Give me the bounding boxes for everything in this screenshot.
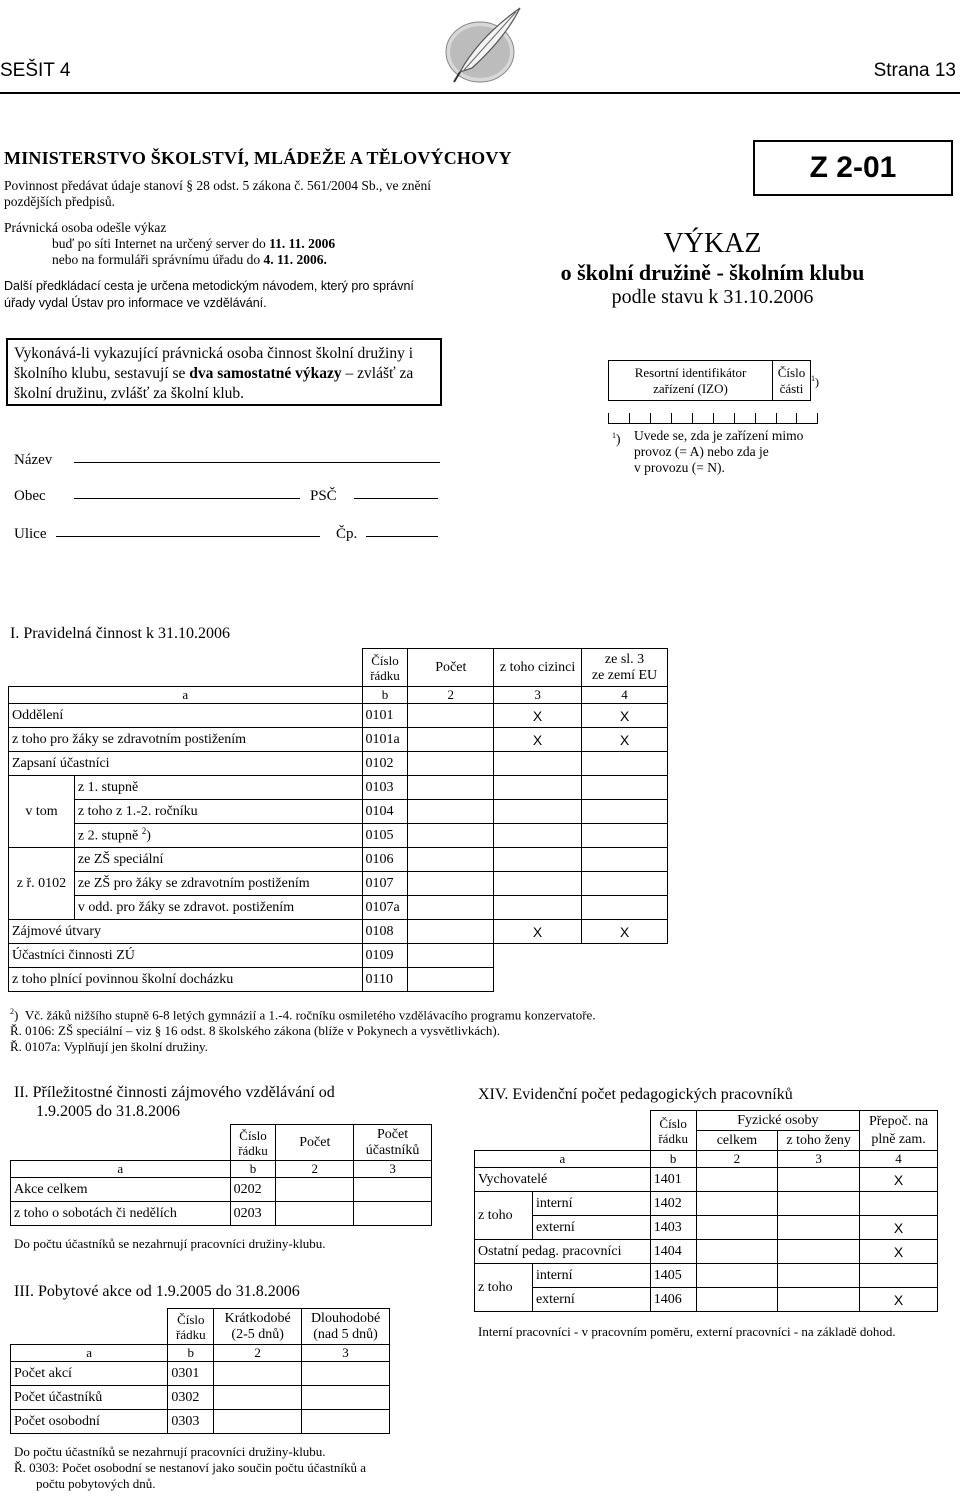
cell-input[interactable] bbox=[302, 1386, 390, 1410]
row-label bbox=[74, 824, 362, 848]
cell-input[interactable] bbox=[408, 704, 494, 728]
send-title: Právnická osoba odešle výkaz bbox=[4, 220, 167, 235]
send-b-date: 4. 11. 2006. bbox=[263, 252, 327, 267]
s3-head-long bbox=[302, 1309, 390, 1345]
s14-letter-a: a bbox=[475, 1151, 651, 1168]
s2-head-pocet: Počet bbox=[276, 1125, 354, 1161]
table-row bbox=[9, 824, 668, 848]
section2-title2: 1.9.2005 do 31.8.2006 bbox=[36, 1103, 180, 1120]
cell-input[interactable] bbox=[778, 1264, 860, 1288]
footnote-1-sup: 1 bbox=[612, 431, 616, 440]
intro-duty bbox=[4, 178, 431, 210]
s1-head-code bbox=[362, 649, 408, 687]
cell-input[interactable] bbox=[494, 752, 582, 776]
obec-field[interactable] bbox=[74, 498, 300, 499]
note-0106: Ř. 0106: ZŠ speciální – viz § 16 odst. 8 školského zákona (blíže v Pokynech a vysvětlivkách). bbox=[10, 1023, 500, 1039]
s3-head-d1: Dlouhodobé bbox=[310, 1310, 381, 1326]
s3-head-code bbox=[168, 1309, 214, 1345]
izo-label bbox=[609, 361, 773, 401]
row-label: Akce celkem bbox=[11, 1178, 231, 1202]
vtom-label: v tom bbox=[9, 776, 75, 848]
box-line2 bbox=[14, 364, 434, 384]
row-label: ze ZŠ speciální bbox=[74, 848, 362, 872]
s2-letter-3: 3 bbox=[354, 1161, 432, 1178]
table-row bbox=[9, 728, 668, 752]
cell-input[interactable] bbox=[696, 1216, 778, 1240]
cell-input[interactable] bbox=[494, 800, 582, 824]
cell-input[interactable] bbox=[582, 824, 668, 848]
section3-note3: počtu pobytových dnů. bbox=[36, 1476, 156, 1491]
row-label: externí bbox=[532, 1216, 650, 1240]
s14-letters-row bbox=[475, 1151, 938, 1168]
s2-letter-a: a bbox=[11, 1161, 231, 1178]
note-2-sup: 2 bbox=[10, 1007, 14, 1016]
izo-label1: Resortní identifikátor bbox=[634, 364, 747, 380]
table-row bbox=[9, 944, 668, 968]
note-2 bbox=[10, 1004, 910, 1023]
s14-head-code1: Číslo bbox=[659, 1115, 687, 1131]
cell-input[interactable] bbox=[696, 1168, 778, 1192]
table-row bbox=[9, 704, 668, 728]
table-row bbox=[475, 1216, 938, 1240]
header-divider bbox=[0, 92, 960, 94]
cell-input[interactable] bbox=[696, 1288, 778, 1312]
row-label: v odd. pro žáky se zdravot. postižením bbox=[74, 896, 362, 920]
izo-footnote-ref bbox=[811, 361, 831, 401]
s1-letter-4: 4 bbox=[582, 687, 668, 704]
footnote-1-line2: provoz (= A) nebo zda je bbox=[634, 444, 769, 459]
row-code: 0110 bbox=[362, 968, 408, 992]
cell-input[interactable] bbox=[276, 1202, 354, 1226]
s3-letter-3: 3 bbox=[302, 1345, 390, 1362]
report-title bbox=[540, 228, 885, 309]
izo-part2: části bbox=[779, 380, 804, 396]
s1-letter-3: 3 bbox=[494, 687, 582, 704]
footnote-1-text1: Uvede se, zda je zařízení mimo bbox=[634, 428, 804, 443]
cell-input[interactable] bbox=[582, 872, 668, 896]
row-code: 1405 bbox=[650, 1264, 696, 1288]
footnote-1-mark bbox=[612, 428, 621, 448]
title-line3: podle stavu k 31.10.2006 bbox=[611, 286, 814, 308]
x-mark: X bbox=[494, 728, 582, 752]
cell-input[interactable] bbox=[214, 1386, 302, 1410]
section3-note1: Do počtu účastníků se nezahrnují pracovníci družiny-klubu. bbox=[14, 1444, 326, 1459]
footnote-1-line3: v provozu (= N). bbox=[634, 460, 725, 475]
cell-input[interactable] bbox=[582, 800, 668, 824]
intro-send bbox=[4, 220, 335, 268]
section2-title1: II. Příležitostné činnosti zájmového vzdělávání od bbox=[14, 1084, 335, 1101]
footnote-1-paren: ) bbox=[616, 431, 621, 447]
section3-title: III. Pobytové akce od 1.9.2005 do 31.8.2006 bbox=[14, 1283, 300, 1300]
row-code: 0301 bbox=[168, 1362, 214, 1386]
table-row bbox=[9, 752, 668, 776]
cell-input[interactable] bbox=[408, 728, 494, 752]
cell-input[interactable] bbox=[860, 1264, 938, 1288]
s2-letter-2: 2 bbox=[276, 1161, 354, 1178]
izo-label2: zařízení (IZO) bbox=[653, 380, 728, 396]
s3-letter-a: a bbox=[11, 1345, 168, 1362]
s1-head-cizinci: z toho cizinci bbox=[494, 649, 582, 687]
note-2-text: Vč. žáků nižšího stupně 6-8 letých gymnázií a 1.-4. ročníku osmiletého vzdělávacího programu konzervatoře. bbox=[24, 1007, 596, 1023]
cell-input[interactable] bbox=[494, 848, 582, 872]
row-label-paren: ) bbox=[146, 828, 151, 844]
section2-note: Do počtu účastníků se nezahrnují pracovníci družiny-klubu. bbox=[14, 1236, 326, 1251]
x-mark: X bbox=[860, 1288, 938, 1312]
box-line2-bold: dva samostatné výkazy bbox=[189, 365, 342, 382]
row-code: 0108 bbox=[362, 920, 408, 944]
section14-note: Interní pracovníci - v pracovním poměru, externí pracovníci - na základě dohod. bbox=[478, 1324, 896, 1339]
cell-input[interactable] bbox=[582, 776, 668, 800]
cell-input[interactable] bbox=[408, 776, 494, 800]
cell-input[interactable] bbox=[276, 1178, 354, 1202]
row-label: interní bbox=[532, 1192, 650, 1216]
x-mark: X bbox=[860, 1240, 938, 1264]
izo-part bbox=[773, 361, 811, 401]
x-mark: X bbox=[494, 704, 582, 728]
row-label: Počet účastníků bbox=[11, 1386, 168, 1410]
row-label: Zájmové útvary bbox=[9, 920, 363, 944]
row-label: Počet akcí bbox=[11, 1362, 168, 1386]
row-code: 0202 bbox=[230, 1178, 276, 1202]
s3-letter-b: b bbox=[168, 1345, 214, 1362]
row-code: 0303 bbox=[168, 1410, 214, 1434]
row-code: 0109 bbox=[362, 944, 408, 968]
s1-head-code2: řádku bbox=[370, 667, 400, 683]
row-label: externí bbox=[532, 1288, 650, 1312]
row-label: z toho pro žáky se zdravotním postižením bbox=[9, 728, 363, 752]
cell-input[interactable] bbox=[408, 824, 494, 848]
cell-input[interactable] bbox=[696, 1240, 778, 1264]
ministry-title: MINISTERSTVO ŠKOLSTVÍ, MLÁDEŽE A TĚLOVÝCHOVY bbox=[4, 148, 512, 168]
cell-input[interactable] bbox=[302, 1410, 390, 1434]
cell-input[interactable] bbox=[778, 1216, 860, 1240]
cell-input[interactable] bbox=[354, 1178, 432, 1202]
row-code: 0102 bbox=[362, 752, 408, 776]
box-line3: školní družinu, zvlášť za školní klub. bbox=[14, 385, 245, 402]
note-2-paren: ) bbox=[14, 1007, 19, 1023]
cp-field[interactable] bbox=[366, 536, 438, 537]
cell-input[interactable] bbox=[494, 872, 582, 896]
table-row bbox=[9, 872, 668, 896]
row-label-text: z 2. stupně bbox=[77, 828, 139, 844]
row-code: 1404 bbox=[650, 1240, 696, 1264]
header-right: Strana 13 bbox=[873, 60, 956, 81]
duty-line1: Povinnost předávat údaje stanoví § 28 odst. 5 zákona č. 561/2004 Sb., ve znění bbox=[4, 178, 432, 193]
s1-letter-b: b bbox=[362, 687, 408, 704]
section14-title: XIV. Evidenční počet pedagogických pracovníků bbox=[478, 1086, 793, 1103]
s2-head-code bbox=[230, 1125, 276, 1161]
ztoho-label: z toho bbox=[475, 1264, 533, 1312]
s3-head-code2: řádku bbox=[176, 1326, 206, 1342]
s14-head-celkem: celkem bbox=[696, 1131, 778, 1151]
row-label: z toho z 1.-2. ročníku bbox=[74, 800, 362, 824]
section3-note2: Ř. 0303: Počet osobodní se nestanoví jako součin počtu účastníků a bbox=[14, 1460, 367, 1475]
cell-input[interactable] bbox=[778, 1192, 860, 1216]
cell-input[interactable] bbox=[582, 752, 668, 776]
table-row bbox=[11, 1410, 390, 1434]
s2-head-code1: Číslo bbox=[239, 1127, 267, 1143]
ztoho-label: z toho bbox=[475, 1192, 533, 1240]
row-code: 0106 bbox=[362, 848, 408, 872]
s3-letters-row bbox=[11, 1345, 390, 1362]
s14-head-fyz: Fyzické osoby bbox=[696, 1111, 859, 1131]
send-b bbox=[4, 252, 335, 268]
cell-input[interactable] bbox=[408, 944, 494, 968]
s3-head-k1: Krátkodobé bbox=[224, 1310, 291, 1326]
zr-label: z ř. 0102 bbox=[9, 848, 75, 920]
row-code: 0107a bbox=[362, 896, 408, 920]
row-code: 1402 bbox=[650, 1192, 696, 1216]
instruction-box bbox=[6, 338, 442, 406]
s14-head-row1 bbox=[475, 1111, 938, 1131]
title-line1: VÝKAZ bbox=[663, 228, 762, 259]
row-code: 0101 bbox=[362, 704, 408, 728]
path-line1: Další předkládací cesta je určena metodickým návodem, který pro správní bbox=[4, 279, 414, 293]
row-label: Počet osobodní bbox=[11, 1410, 168, 1434]
izo-header bbox=[608, 360, 831, 401]
psc-label: PSČ bbox=[310, 488, 337, 504]
cell-input[interactable] bbox=[494, 896, 582, 920]
header-left: SEŠIT 4 bbox=[0, 60, 71, 81]
row-label: z toho o sobotách či nedělích bbox=[11, 1202, 231, 1226]
table-row bbox=[9, 776, 668, 800]
izo-input-ticks[interactable] bbox=[608, 414, 818, 424]
x-mark: X bbox=[860, 1216, 938, 1240]
section1-notes bbox=[10, 1004, 910, 1055]
table-row bbox=[9, 848, 668, 872]
s1-head-eu bbox=[582, 649, 668, 687]
s14-letter-2: 2 bbox=[696, 1151, 778, 1168]
s1-letters-row bbox=[9, 687, 668, 704]
s2-head-u2: účastníků bbox=[365, 1142, 420, 1158]
title-line2: o školní družině - školním klubu bbox=[560, 260, 865, 285]
box-line1: Vykonává-li vykazující právnická osoba činnost školní družiny i bbox=[14, 345, 414, 362]
cell-input[interactable] bbox=[860, 1192, 938, 1216]
cell-input[interactable] bbox=[778, 1168, 860, 1192]
row-label: Účastníci činnosti ZÚ bbox=[9, 944, 363, 968]
section3-table bbox=[10, 1308, 390, 1434]
row-code: 1406 bbox=[650, 1288, 696, 1312]
cell-input[interactable] bbox=[302, 1362, 390, 1386]
nazev-label: Název bbox=[14, 452, 53, 468]
s14-letter-b: b bbox=[650, 1151, 696, 1168]
s2-head-u1: Počet bbox=[377, 1126, 409, 1142]
send-a-text: buď po síti Internet na určený server do bbox=[52, 236, 266, 251]
row-code: 0302 bbox=[168, 1386, 214, 1410]
s3-head-code1: Číslo bbox=[177, 1311, 205, 1327]
row-label: interní bbox=[532, 1264, 650, 1288]
row-code: 0203 bbox=[230, 1202, 276, 1226]
cell-input[interactable] bbox=[408, 920, 494, 944]
row-label: ze ZŠ pro žáky se zdravotním postižením bbox=[74, 872, 362, 896]
s2-letters-row bbox=[11, 1161, 432, 1178]
cell-input[interactable] bbox=[778, 1288, 860, 1312]
row-code: 1401 bbox=[650, 1168, 696, 1192]
row-label: Ostatní pedag. pracovníci bbox=[475, 1240, 651, 1264]
send-a-date: 11. 11. 2006 bbox=[269, 236, 336, 251]
izo-paren: ) bbox=[815, 375, 819, 389]
section1-table bbox=[8, 648, 668, 992]
row-code: 0105 bbox=[362, 824, 408, 848]
psc-field[interactable] bbox=[354, 498, 438, 499]
quill-logo-icon bbox=[420, 2, 540, 90]
cell-input[interactable] bbox=[778, 1240, 860, 1264]
box-line2-pre: školního klubu, sestavují se bbox=[14, 365, 190, 382]
section2-title bbox=[14, 1083, 335, 1121]
s2-head-ucastniku bbox=[354, 1125, 432, 1161]
cell-input[interactable] bbox=[408, 752, 494, 776]
cell-input[interactable] bbox=[582, 848, 668, 872]
s1-head-eu1: ze sl. 3 bbox=[604, 651, 645, 667]
cell-input[interactable] bbox=[494, 824, 582, 848]
send-b-text: nebo na formuláři správnímu úřadu do bbox=[52, 252, 261, 267]
s14-head-code bbox=[650, 1111, 696, 1151]
section14-table bbox=[474, 1110, 938, 1312]
cell-input[interactable] bbox=[408, 896, 494, 920]
x-mark: X bbox=[494, 920, 582, 944]
row-code: 0103 bbox=[362, 776, 408, 800]
nazev-field[interactable] bbox=[74, 462, 440, 463]
path-line2: úřady vydal Ústav pro informace ve vzdělávání. bbox=[4, 296, 267, 310]
row-label: Oddělení bbox=[9, 704, 363, 728]
table-row bbox=[11, 1362, 390, 1386]
s1-head-code1: Číslo bbox=[371, 652, 399, 668]
table-row bbox=[11, 1386, 390, 1410]
intro-path bbox=[4, 278, 414, 312]
s3-head-row bbox=[11, 1309, 390, 1345]
cell-input[interactable] bbox=[696, 1192, 778, 1216]
table-row bbox=[9, 896, 668, 920]
s3-head-k2: (2-5 dnů) bbox=[231, 1326, 284, 1342]
x-mark: X bbox=[582, 704, 668, 728]
ulice-label: Ulice bbox=[14, 526, 47, 542]
s1-letter-2: 2 bbox=[408, 687, 494, 704]
s1-head-pocet: Počet bbox=[408, 649, 494, 687]
row-label: Zapsaní účastníci bbox=[9, 752, 363, 776]
cp-label: Čp. bbox=[336, 526, 358, 542]
cell-input[interactable] bbox=[408, 800, 494, 824]
s14-head-p2: plně zam. bbox=[871, 1131, 926, 1147]
s14-head-p1: Přepoč. na bbox=[868, 1113, 929, 1129]
cell-input[interactable] bbox=[408, 848, 494, 872]
row-code: 0104 bbox=[362, 800, 408, 824]
table-row bbox=[475, 1264, 938, 1288]
row-label: Vychovatelé bbox=[475, 1168, 651, 1192]
s3-head-short bbox=[214, 1309, 302, 1345]
table-row bbox=[9, 920, 668, 944]
send-a bbox=[4, 236, 335, 252]
s2-letter-b: b bbox=[230, 1161, 276, 1178]
cell-input[interactable] bbox=[494, 776, 582, 800]
s1-head-eu2: ze zemí EU bbox=[591, 667, 658, 683]
cell-input[interactable] bbox=[214, 1362, 302, 1386]
row-label: z toho plnící povinnou školní docházku bbox=[9, 968, 363, 992]
s14-head-code2: řádku bbox=[658, 1130, 688, 1146]
izo-sup: 1 bbox=[811, 374, 815, 383]
s14-head-zeny: z toho ženy bbox=[778, 1131, 860, 1151]
s2-head-row bbox=[11, 1125, 432, 1161]
table-row bbox=[475, 1192, 938, 1216]
note-0107a: Ř. 0107a: Vyplňují jen školní družiny. bbox=[10, 1039, 208, 1055]
x-mark: X bbox=[582, 728, 668, 752]
s2-head-code2: řádku bbox=[238, 1142, 268, 1158]
form-code: Z 2-01 bbox=[753, 140, 953, 196]
obec-label: Obec bbox=[14, 488, 46, 504]
cell-input[interactable] bbox=[696, 1264, 778, 1288]
s3-letter-2: 2 bbox=[214, 1345, 302, 1362]
row-code: 0101a bbox=[362, 728, 408, 752]
table-row bbox=[11, 1202, 432, 1226]
cell-input[interactable] bbox=[214, 1410, 302, 1434]
box-line2-post: – zvlášť za bbox=[341, 365, 414, 382]
section3-notes bbox=[14, 1444, 366, 1492]
cell-input[interactable] bbox=[408, 968, 494, 992]
izo-part1: Číslo bbox=[777, 364, 806, 380]
s14-head-prepoc bbox=[860, 1111, 938, 1151]
cell-input[interactable] bbox=[408, 872, 494, 896]
footnote-1 bbox=[612, 428, 832, 476]
s1-head-row bbox=[9, 649, 668, 687]
cell-input[interactable] bbox=[354, 1202, 432, 1226]
table-row bbox=[475, 1240, 938, 1264]
row-code: 0107 bbox=[362, 872, 408, 896]
row-label-sup: 2 bbox=[141, 826, 147, 837]
table-row bbox=[9, 800, 668, 824]
row-code: 1403 bbox=[650, 1216, 696, 1240]
s1-letter-a: a bbox=[9, 687, 363, 704]
table-row bbox=[475, 1168, 938, 1192]
section1-title: I. Pravidelná činnost k 31.10.2006 bbox=[10, 625, 230, 642]
footnote-1-line1 bbox=[612, 428, 832, 447]
ulice-field[interactable] bbox=[56, 536, 320, 537]
row-label: z 1. stupně bbox=[74, 776, 362, 800]
table-row bbox=[11, 1178, 432, 1202]
table-row bbox=[9, 968, 668, 992]
cell-input[interactable] bbox=[582, 896, 668, 920]
s3-head-d2: (nad 5 dnů) bbox=[313, 1326, 378, 1342]
s14-letter-4: 4 bbox=[860, 1151, 938, 1168]
table-row bbox=[475, 1288, 938, 1312]
s14-letter-3: 3 bbox=[778, 1151, 860, 1168]
section2-table bbox=[10, 1124, 432, 1226]
duty-line2: pozdějších předpisů. bbox=[4, 194, 115, 209]
x-mark: X bbox=[860, 1168, 938, 1192]
x-mark: X bbox=[582, 920, 668, 944]
